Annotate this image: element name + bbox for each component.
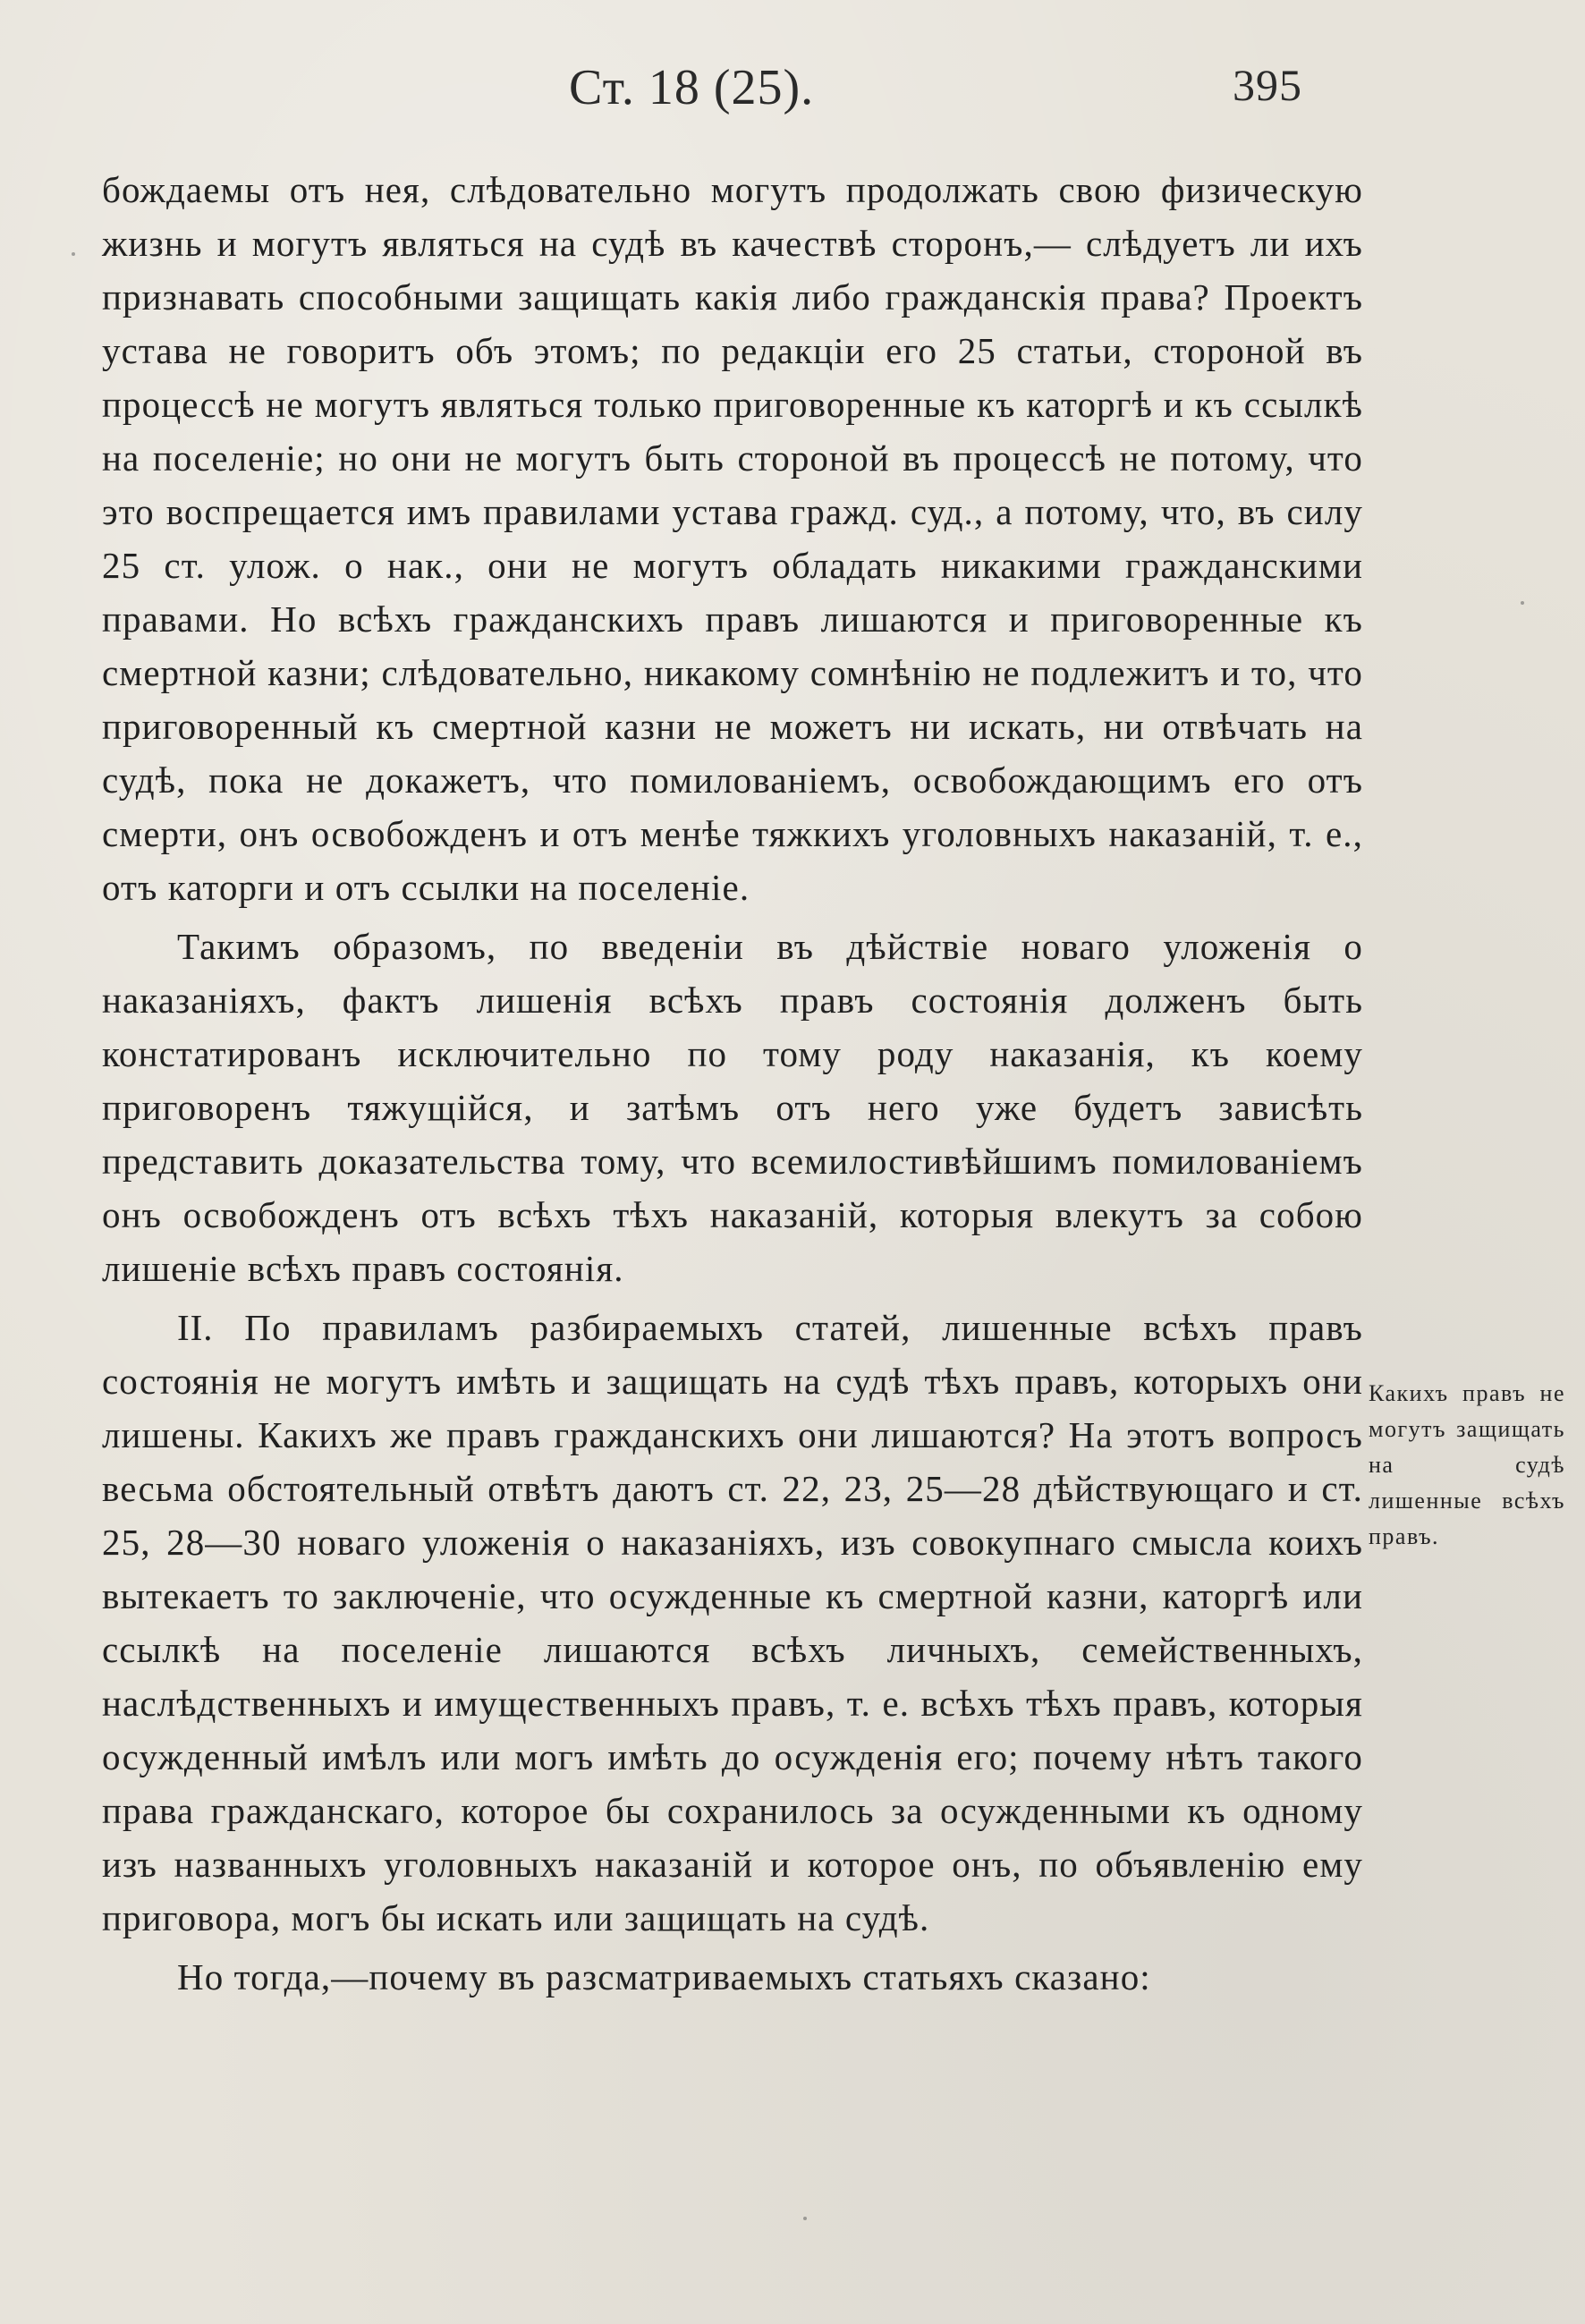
paragraph-thus: Такимъ образомъ, по введеніи въ дѣйствіе новаго уложенія о наказаніяхъ, фактъ лишенія всѣхъ правъ состоянія долженъ быть констатированъ исключительно по тому роду наказанія, къ коему приговоренъ тяжущійся, и затѣмъ отъ него уже будетъ зависѣть представить доказательства тому, что всемилостивѣйшимъ помилованіемъ онъ освобожденъ отъ всѣхъ тѣхъ наказаній, которыя влекутъ за собою лишеніе всѣхъ правъ состоянія. (102, 926, 1363, 1289)
paper-speck (72, 252, 75, 256)
running-head: Ст. 18 (25). (569, 60, 815, 115)
marginal-note: Какихъ правъ не могутъ защищать на судѣ лишенные всѣхъ правъ. (1369, 1380, 1565, 1549)
paragraph-section-ii-text: По правиламъ разбираемыхъ статей, лишенные всѣхъ правъ состоянія не могутъ имѣть и защищать на судѣ тѣхъ правъ, которыхъ они лишены. Какихъ же правъ гражданскихъ они лишаются? На этотъ вопросъ весьма обстоятельный отвѣтъ даютъ ст. 22, 23, 25—28 дѣйствующаго и ст. 25, 28—30 новаго уложенія о наказаніяхъ, изъ совокупнаго смысла коихъ вытекаетъ то заключеніе, что осужденные къ смертной казни, каторгѣ или ссылкѣ на поселеніе лишаются всѣхъ личныхъ, семейственныхъ, наслѣдственныхъ и имущественныхъ правъ, т. е. всѣхъ тѣхъ правъ, которыя осужденный имѣлъ или могъ имѣть до осужденія его; почему нѣтъ такого права гражданскаго, которое бы сохранилось за осужденными къ одному изъ названныхъ уголовныхъ наказаній и которое онъ, по объявленію ему приговора, могъ бы искать или защищать на судѣ. (102, 1307, 1363, 1938)
section-numeral: II. (177, 1307, 214, 1348)
page-header (0, 59, 1585, 131)
paragraph-section-ii (102, 1301, 1363, 1945)
paragraph-final: Но тогда,—почему въ разсматриваемыхъ статьяхъ сказано: (177, 1956, 1151, 1997)
page-number: 395 (1233, 60, 1302, 110)
main-text-column (102, 163, 1363, 2004)
paper-speck (1521, 601, 1524, 605)
paper-speck (803, 2217, 807, 2220)
paragraph-continuation: бождаемы отъ нея, слѣдовательно могутъ продолжать свою физическую жизнь и могутъ являться на судѣ въ качествѣ сторонъ,— слѣдуетъ ли ихъ признавать способными защищать какія либо гражданскія права? Проектъ устава не говоритъ объ этомъ; по редакціи его 25 статьи, стороной въ процессѣ не могутъ являться только приговоренные къ каторгѣ и къ ссылкѣ на поселеніе; но они не могутъ быть стороной въ процессѣ не потому, что это воспрещается имъ правилами устава гражд. суд., а потому, что, въ силу 25 ст. улож. о нак., они не могутъ обладать никакими гражданскими правами. Но всѣхъ гражданскихъ правъ лишаются и приговоренные къ смертной казни; слѣдовательно, никакому сомнѣнію не подлежитъ и то, что приговоренный къ смертной казни не можетъ ни искать, ни отвѣчать на судѣ, пока не докажетъ, что помилованіемъ, освобождающимъ его отъ смерти, онъ освобожденъ и отъ менѣе тяжкихъ уголовныхъ наказаній, т. е., отъ каторги и отъ ссылки на поселеніе. (102, 169, 1363, 908)
